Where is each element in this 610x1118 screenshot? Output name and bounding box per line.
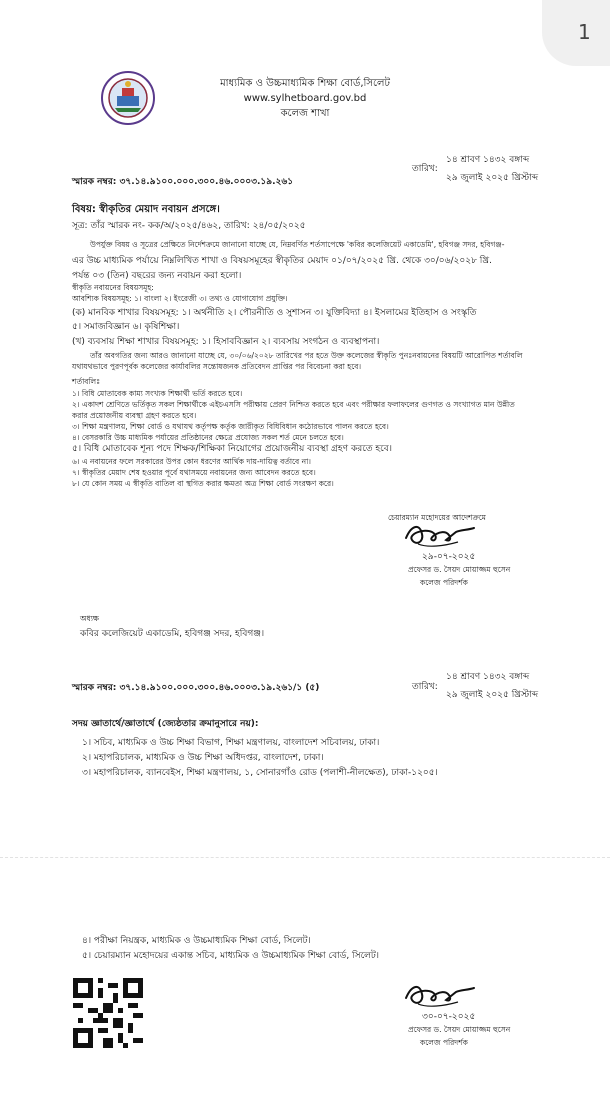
memo-reference: স্মারক নম্বর: ৩৭.১৪.৯১০০.০০০.৩০০.৪৬.০০০৩.১৯.২৬১	[72, 177, 294, 187]
source-line: সূত্র: তাঁর স্মারক নং- কক/অ/২০২৫/৪৬২, তারিখ: ২৪/০৫/২০২৫	[72, 221, 306, 231]
memo-date-label: তারিখ:	[412, 164, 438, 174]
memo-date-english: ২৯ জুলাই ২০২৫ খ্রিস্টাব্দ	[446, 173, 539, 183]
memo2-date-label: তারিখ:	[412, 682, 438, 692]
header-section: কলেজ শাখা	[280, 108, 330, 119]
memo2-date-english: ২৯ জুলাই ২০২৫ খ্রিস্টাব্দ	[446, 690, 539, 700]
body-para-4: তাঁর অবগতির জন্য আরও জানানো যাচ্ছে যে, ৩০/০৬/২০২৮ তারিখের পর হতে উক্ত কলেজের স্বীকৃতি পুনঃনবায়নের বিষয়টি আরোপিত শর্তাবলি	[90, 351, 523, 360]
condition-item: করার প্রয়োজনীয় ব্যবস্থা গ্রহণ করতে হবে।	[72, 411, 197, 420]
humanities-subjects-2: ৫। সমাজবিজ্ঞান ৬। কৃষিশিক্ষা।	[72, 322, 180, 332]
signatory-title: কলেজ পরিদর্শক	[420, 578, 468, 587]
body-para-1: উপর্যুক্ত বিষয় ও সূত্রের প্রেক্ষিতে নির্দেশক্রমে জানানো যাচ্ছে যে, নিম্নবর্ণিত শর্তসাপেক্ষে 'কবির কলেজিয়েট একাডেমি', হবিগঞ্জ সদর, হবিগঞ্জ-	[90, 240, 505, 249]
page-break-divider	[0, 857, 610, 858]
condition-item: ৪। বেসরকারি উচ্চ মাধ্যমিক পর্যায়ের প্রতিষ্ঠানের ক্ষেত্রে প্রযোজ্য সকল শর্ত মেনে চলতে হবে।	[72, 433, 344, 442]
distribution-item: ৩। মহাপরিচালক, ব্যানবেইস, শিক্ষা মন্ত্রণালয়, ১, সোনারগাঁও রোড (পলাশী-নীলক্ষেত), ঢাকা-১২০৫।	[82, 768, 438, 778]
order-line: চেয়ারম্যান মহোদয়ের আদেশক্রমে	[388, 513, 486, 522]
distribution-heading: সদয় জ্ঞাতার্থে/জ্ঞাতার্থে (জ্যেষ্ঠতার ক্রমানুসারে নয়):	[72, 719, 259, 729]
recipient-address: কবির কলেজিয়েট একাডেমি, হবিগঞ্জ সদর, হবিগঞ্জ।	[80, 629, 265, 639]
signatory2-name: প্রফেসর ড. সৈয়দ মোয়াজ্জম হুসেন	[408, 1025, 511, 1034]
signature-image	[398, 512, 478, 552]
condition-item: ৫। বিধি মোতাবেক শূন্য পদে শিক্ষক/শিক্ষিকা নিয়োগের প্রয়োজনীয় ব্যবস্থা গ্রহণ করতে হবে।	[72, 444, 393, 454]
signatory2-title: কলেজ পরিদর্শক	[420, 1038, 468, 1047]
subjects-heading: স্বীকৃতি নবায়নের বিষয়সমূহ:	[72, 283, 154, 292]
signatory-name: প্রফেসর ড. সৈয়দ মোয়াজ্জম হুসেন	[408, 565, 511, 574]
distribution-item: ১। সচিব, মাধ্যমিক ও উচ্চ শিক্ষা বিভাগ, শিক্ষা মন্ত্রণালয়, বাংলাদেশ সচিবালয়, ঢাকা।	[82, 738, 380, 748]
body-para-5: যথাযথভাবে পুরণপূর্বক কলেজের কার্যাবলির সন্তোষজনক প্রতিবেদন প্রাপ্তির পর বিবেচনা করা হবে।	[72, 362, 362, 371]
distribution-item: ২। মহাপরিচালক, মাধ্যমিক ও উচ্চ শিক্ষা অধিদপ্তর, বাংলাদেশ, ঢাকা।	[82, 753, 324, 763]
qr-code	[73, 978, 143, 1048]
distribution-item: ৪। পরীক্ষা নিয়ন্ত্রক, মাধ্যমিক ও উচ্চমাধ্যমিক শিক্ষা বোর্ড, সিলেট।	[82, 936, 311, 946]
body-para-2: এর উচ্চ মাধ্যমিক পর্যায়ে নিম্নলিখিত শাখা ও বিষয়সমূহের স্বীকৃতির মেয়াদ ০১/০৭/২০২৫ খ্রি. থেকে ৩০/০৬/২০২৮ খ্রি.	[72, 256, 492, 266]
memo2-reference: স্মারক নম্বর: ৩৭.১৪.৯১০০.০০০.৩০০.৪৬.০০০৩.১৯.২৬১/১ (৫)	[72, 683, 320, 693]
memo-date-bangla: ১৪ শ্রাবণ ১৪৩২ বঙ্গাব্দ	[446, 155, 530, 165]
condition-item: ২। একাদশ শ্রেণিতে ভর্তিকৃত সকল শিক্ষার্থীকে এইচএসসি পরীক্ষায় প্রেরণ নিশ্চিত করতে হবে এবং পরীক্ষার ফলাফলের গুণগত ও সংখ্যাগত মান উন্নীত	[72, 400, 515, 409]
subject-line: বিষয়: স্বীকৃতির মেয়াদ নবায়ন প্রসঙ্গে।	[72, 204, 220, 215]
condition-item: ৮। যে কোন সময় এ স্বীকৃতি বাতিল বা স্থগিত করার ক্ষমতা অত্র শিক্ষা বোর্ড সংরক্ষণ করে।	[72, 479, 334, 488]
compulsory-subjects: আবশ্যিক বিষয়সমূহ: ১। বাংলা ২। ইংরেজী ৩। তথ্য ও যোগাযোগ প্রযুক্তি।	[72, 294, 288, 303]
page-number-badge	[542, 0, 610, 66]
recipient-label: অধ্যক্ষ	[80, 614, 99, 623]
conditions-heading: শর্তাবলিঃ	[72, 377, 101, 386]
distribution-item: ৫। চেয়ারম্যান মহোদয়ের একান্ত সচিব, মাধ্যমিক ও উচ্চমাধ্যমিক শিক্ষা বোর্ড, সিলেট।	[82, 951, 380, 961]
condition-item: ৭। স্বীকৃতির মেয়াদ শেষ হওয়ার পূর্বে যথাসময়ে নবায়নের জন্য আবেদন করতে হবে।	[72, 468, 316, 477]
signature2-date: ৩০-০৭-২০২৫	[422, 1012, 476, 1022]
signature-date: ২৯-০৭-২০২৫	[422, 552, 476, 562]
humanities-subjects-1: (ক) মানবিক শাখার বিষয়সমূহ: ১। অর্থনীতি ২। পৌরনীতি ও সুশাসন ৩। যুক্তিবিদ্যা ৪। ইসলামের ইতিহাস ও সংস্কৃতি	[72, 308, 477, 318]
memo2-date-bangla: ১৪ শ্রাবণ ১৪৩২ বঙ্গাব্দ	[446, 672, 530, 682]
page-number: 1	[578, 20, 591, 44]
header-website: www.sylhetboard.gov.bd	[243, 93, 367, 104]
condition-item: ৬। এ নবায়নের ফলে সরকারের উপর কোন ধরণের আর্থিক দায়-দায়িত্ব বর্তাবে না।	[72, 457, 311, 466]
body-para-3: পর্যন্ত ০৩ (তিন) বছরের জন্য নবায়ন করা হলো।	[72, 271, 242, 281]
condition-item: ১। বিধি মোতাবেক কাম্য সংখ্যক শিক্ষার্থী ভর্তি করতে হবে।	[72, 389, 243, 398]
condition-item: ৩। শিক্ষা মন্ত্রণালয়, শিক্ষা বোর্ড ও যথাযথ কর্তৃপক্ষ কর্তৃক জারীকৃত বিধিবিধান কঠোরভাবে পালন করতে হবে।	[72, 422, 389, 431]
signature-image	[398, 972, 478, 1012]
business-subjects: (খ) ব্যবসায় শিক্ষা শাখার বিষয়সমূহ: ১। হিসাববিজ্ঞান ২। ব্যবসায় সংগঠন ও ব্যবস্থাপনা।	[72, 337, 380, 347]
header-board-name: মাধ্যমিক ও উচ্চমাধ্যমিক শিক্ষা বোর্ড,সিলেট	[220, 78, 390, 89]
